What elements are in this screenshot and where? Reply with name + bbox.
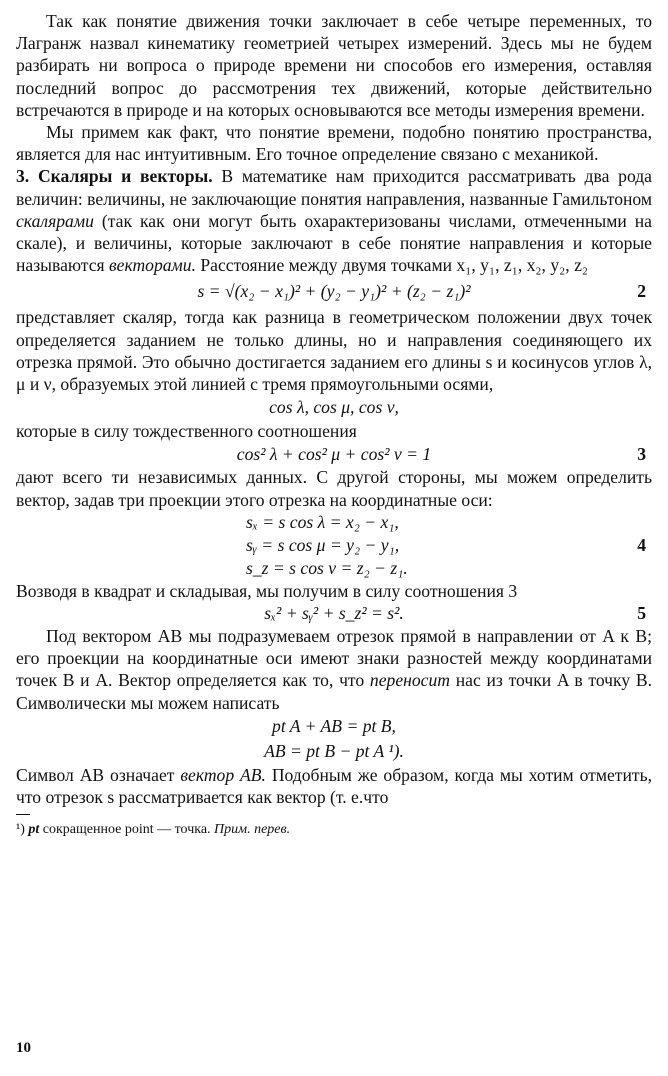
paragraph-7: Возводя в квадрат и складывая, мы получим в силу соотношения 3 bbox=[16, 580, 518, 601]
equation-3 bbox=[16, 442, 652, 466]
equation-6-line-2: AB = pt B − pt A ¹). bbox=[264, 740, 404, 761]
equation-4-number: 4 bbox=[637, 534, 646, 555]
equation-4-line-2: sᵧ = s cos μ = y₂ − y₁, bbox=[246, 534, 400, 555]
footnote-abbr: pt bbox=[28, 822, 40, 838]
cosines-list: cos λ, cos μ, cos ν, bbox=[269, 397, 399, 418]
section-3-paragraph bbox=[16, 165, 652, 276]
section-heading: 3. Скаляры и векторы. bbox=[16, 166, 213, 187]
equation-2-text: s = √(x₂ − x₁)² + (y₂ − y₁)² + (z₂ − z₁)² bbox=[197, 281, 471, 302]
paragraph-8 bbox=[16, 625, 652, 714]
paragraph-6: дают всего ти независимых данных. С другой стороны, мы можем определить вектор, задав три проекции этого отрезка на координатные оси: bbox=[16, 467, 652, 510]
equation-5-text: sₓ² + sᵧ² + s_z² = s². bbox=[264, 603, 404, 624]
equation-2-number: 2 bbox=[637, 281, 646, 302]
paragraph-9-text-b: Подобным же образом, когда мы хотим отметить, что отрезок s рассматривается как вектор (т. е.что bbox=[16, 764, 652, 808]
equation-5 bbox=[16, 602, 652, 625]
term-vectors: векторами. bbox=[109, 255, 196, 276]
paragraph-8-text-b: нас из точки A в точку B. Символически мы можем написать bbox=[16, 670, 652, 713]
section-3-text-a: В математике нам приходится рассматривать два рода величин: величины, не заключающие понятия направления, названные Гамильтоном bbox=[16, 166, 652, 209]
footnote-divider bbox=[16, 814, 30, 815]
paragraph-1: Так как понятие движения точки заключает в себе четыре переменных, то Лагранж назвал кинематику геометрией четырех измерений. Здесь мы не будем разбирать ни вопроса о природе времени ни способов его измерения, оставляя последний вопрос до рассмотрения тех движений, которые действительно встречаются в природе и на которых основываются все методы измерения времени. bbox=[16, 11, 652, 120]
paragraph-5: которые в силу тождественного соотношения bbox=[16, 421, 357, 442]
paragraph-4: представляет скаляр, тогда как разница в геометрическом положении двух точек определяется заданием не только длины, но и направления соединяющего их отрезка прямой. Это обычно достигается заданием его длины s и косинусов углов λ, μ и ν, образуемых этой линией с тремя прямоугольными осями, bbox=[16, 307, 652, 395]
equation-4-block bbox=[16, 511, 652, 580]
equation-6-line-1: pt A + AB = pt B, bbox=[272, 715, 396, 736]
paragraph-9 bbox=[16, 764, 652, 808]
section-3-text-b: (так как они могут быть охарактеризованы числами, отмеченными на скале), и величины, которые заключают в себе понятие направления и которые называются bbox=[16, 210, 652, 276]
term-transfers: переносит bbox=[369, 670, 450, 691]
paragraph-8-text-a: Под вектором AB мы подразумеваем отрезок прямой в направлении от A к B; его проекции на координатные оси имеют знаки разностей между координатами точек B и A. Вектор определяется как то, что bbox=[16, 626, 652, 691]
equation-3-text: cos² λ + cos² μ + cos² ν = 1 bbox=[236, 444, 432, 465]
page-number: 10 bbox=[16, 1040, 31, 1056]
equation-4-line-1: sₓ = s cos λ = x₂ − x₁, bbox=[246, 511, 399, 532]
equation-5-number: 5 bbox=[637, 603, 646, 624]
equation-4-line-3: s_z = s cos ν = z₂ − z₁. bbox=[246, 557, 408, 578]
equation-2 bbox=[16, 276, 652, 306]
footnote-text: сокращенное point — точка. bbox=[42, 822, 211, 838]
term-scalars: скалярами bbox=[16, 210, 94, 231]
term-vector-ab: вектор AB. bbox=[180, 764, 266, 785]
equation-3-number: 3 bbox=[637, 444, 646, 465]
footnote bbox=[16, 821, 652, 839]
paragraph-2: Мы примем как факт, что понятие времени, подобно понятию пространства, является для нас интуитивным. Его точное определение связано с механикой. bbox=[16, 122, 652, 165]
footnote-mark: ¹) bbox=[16, 822, 25, 838]
footnote-translator-note: Прим. перев. bbox=[214, 822, 291, 838]
section-3-text-c: Расстояние между двумя точками x₁, y₁, z₁, x₂, y₂, z₂ bbox=[200, 255, 589, 276]
paragraph-9-text-a: Символ AB означает bbox=[16, 764, 175, 785]
